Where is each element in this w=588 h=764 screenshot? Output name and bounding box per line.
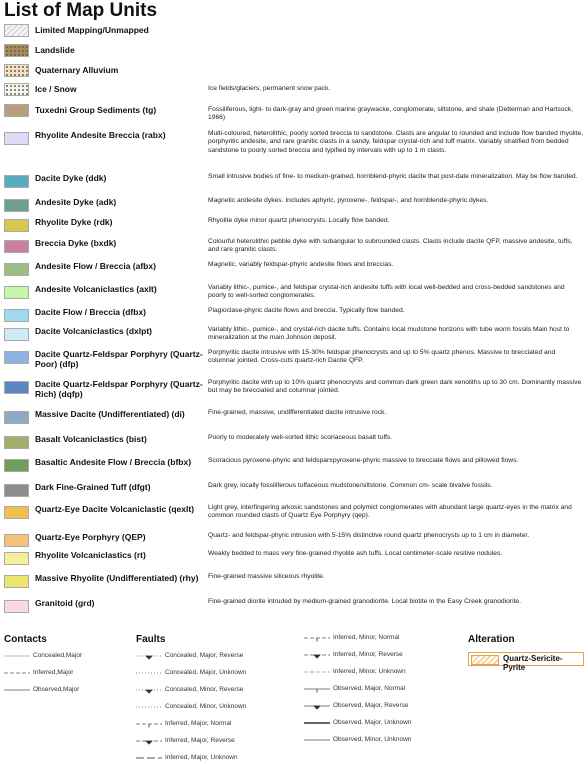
unit-swatch [4,104,29,117]
line-label: Inferred, Minor, Reverse [333,651,403,658]
line-label: Concealed, Minor, Reverse [165,686,244,693]
unit-description: Poorly to moderately well-sorted lithic scoriaceous basalt tuffs. [208,434,393,441]
legend-title: List of Map Units [4,0,158,21]
unit-swatch [4,286,29,299]
line-symbol-icon [304,651,330,659]
unit-name: Massive Rhyolite (Undifferentiated) (rhy) [35,573,199,583]
unit-swatch [4,309,29,322]
line-symbol-icon [136,737,162,745]
unit-description: Small intrusive bodies of fine- to medium-grained, hornblend-phyric dacite that post-date mineralization. May be flow banded. [208,173,578,180]
line-symbol-icon [4,669,30,677]
unit-name: Dacite Dyke (ddk) [35,173,107,183]
line-symbol-icon [304,634,330,642]
unit-swatch [4,83,29,96]
unit-name: Basaltic Andesite Flow / Breccia (bfbx) [35,457,192,467]
unit-name: Dacite Flow / Breccia (dfbx) [35,307,146,317]
line-label: Inferred,Major [33,669,74,676]
line-symbol-icon [304,719,330,727]
line-label: Concealed, Major, Unknown [165,669,247,676]
unit-name: Tuxedni Group Sediments (tg) [35,105,157,115]
unit-swatch [4,44,29,57]
unit-name: Andesite Dyke (adk) [35,197,117,207]
unit-description: Light grey, interfingering arkosic sandstones and polymict conglomerates with abundant large quartz-eyes in the matrix and common rounded clasts of Quartz Eye Porphyry (qep). [208,504,572,520]
line-label: Inferred, Minor, Unknown [333,668,406,675]
unit-swatch [4,436,29,449]
unit-description: Fine-grained diorite intruded by medium-grained granodiorite. Local biotite in the Easy Creek granodiorite. [208,598,521,605]
unit-description: Fine-grained massive siliceous rhyolite. [208,573,325,580]
line-label: Observed,Major [33,686,80,693]
unit-name: Massive Dacite (Undifferentiated) (di) [35,409,185,419]
unit-description: Magnetic andesite dykes. Includes aphyric, pyroxene-, feldspar-, and hornblende-phyric dykes. [208,197,489,204]
alteration-label: Quartz-Sericite-Pyrite [503,654,563,672]
unit-description: Magnetic, variably feldspar-phyric andesite flows and breccias. [208,261,394,268]
faults-title: Faults [136,634,166,645]
unit-description: Dark grey, locally fossiliferous tuffaceous mudstone/siltstone. Common cm- scale bivalve fossils. [208,482,493,489]
unit-name: Quaternary Alluvium [35,65,119,75]
line-symbol-icon [136,669,162,677]
line-symbol-icon [136,652,162,660]
line-symbol-icon [4,686,30,694]
unit-swatch [4,199,29,212]
unit-name: Quartz-Eye Dacite Volcaniclastic (qexlt) [35,504,195,514]
unit-description: Ice fields/glaciers, permanent snow pack. [208,85,331,92]
line-symbol-icon [304,685,330,693]
unit-name: Dark Fine-Grained Tuff (dfgt) [35,482,151,492]
unit-name: Limited Mapping/Unmapped [35,25,149,35]
unit-description: Weakly bedded to mass very fine-grained rhyolite ash tuffs. Local centimeter-scale resitive nodules. [208,550,503,557]
unit-description: Quartz- and feldspar-phyric intrusion with 5-15% distinctive round quartz phenocrysts up to 1 cm in diameter. [208,532,530,539]
unit-swatch [4,219,29,232]
line-symbol-icon [304,702,330,710]
unit-description: Variably lithic-, pumice-, and crystal-rich dacite tuffs. Contains local mudstone horizons with tube worm fossils Main host to mineralization at the main Johnson deposit. [208,326,570,342]
unit-name: Dacite Volcaniclastics (dxlpt) [35,326,152,336]
unit-description: Scoracious pyroxene-phyric and feldspar±pyroxene-phyric massive to brecciate flows and pillowed flows. [208,457,519,464]
unit-description: Multi-coloured, heterolithic, poorly sorted breccia to sandstone. Clasts are angular to rounded and include flow banded rhyolite, porphyritic andesite, and rare granitic clasts in a sandy, feldspar crystal-rich and tuff matrix. Variably stratified from bedded sandstone to poorly sorted breccia and typified by intervals with up to 1 m clasts. [208,130,584,154]
line-symbol-icon [4,652,30,660]
unit-name: Andesite Volcaniclastics (axlt) [35,284,157,294]
line-label: Observed, Minor, Unknown [333,736,412,743]
unit-name: Dacite Quartz-Feldspar Porphyry (Quartz-Poor) (dfp) [35,349,203,369]
unit-swatch [4,328,29,341]
line-label: Concealed, Major, Reverse [165,652,244,659]
unit-swatch [4,484,29,497]
unit-name: Basalt Volcaniclastics (bist) [35,434,147,444]
unit-description: Porphyritic dacite intrusive with 15-30% feldspar phenocrysts and up to 5% quartz phenos. Massive to brecciated and columnar jointed. Cross-cuts quartz-rich Dacite QFP. [208,349,556,365]
unit-name: Rhyolite Volcaniclastics (rt) [35,550,146,560]
line-symbol-icon [136,686,162,694]
line-label: Inferred, Major, Reverse [165,737,235,744]
unit-swatch [4,240,29,253]
alteration-item [468,652,584,672]
unit-swatch [4,263,29,276]
unit-swatch [4,381,29,394]
unit-name: Landslide [35,45,75,55]
unit-description: Porphyritic dacite with up to 10% quartz phenocrysts and common dark green dark xenoliths up to 30 cm. Dominantly massive but may be brecciated and columnar jointed. [208,379,582,395]
unit-name: Breccia Dyke (bxdk) [35,238,117,248]
line-label: Inferred, Minor, Normal [333,634,400,641]
unit-description: Plagioclase-phyric dacite flows and breccia. Typically flow banded. [208,307,405,314]
unit-swatch [4,575,29,588]
contacts-title: Contacts [4,634,47,645]
unit-swatch [4,411,29,424]
unit-swatch [4,534,29,547]
unit-name: Rhyolite Andesite Breccia (rabx) [35,130,166,140]
unit-swatch [4,132,29,145]
unit-description: Fine-grained, massive, undifferentiated dacite intrusive rock. [208,409,387,416]
unit-swatch [4,600,29,613]
line-label: Observed, Major, Normal [333,685,406,692]
unit-name: Rhyolite Dyke (rdk) [35,217,113,227]
unit-swatch [4,506,29,519]
unit-swatch [4,351,29,364]
line-symbol-icon [136,720,162,728]
unit-swatch [4,175,29,188]
unit-description: Colourful heterolithic pebble dyke with subangular to subrounded clasts. Clasts include dacite QFP, massive andesite, tuffs, and rare granitic clasts. [208,238,573,254]
line-label: Observed, Major, Reverse [333,702,409,709]
line-label: Observed, Major, Unknown [333,719,412,726]
unit-swatch [4,64,29,77]
line-symbol-icon [136,754,162,762]
unit-name: Granitoid (grd) [35,598,95,608]
unit-name: Andesite Flow / Breccia (afbx) [35,261,156,271]
unit-swatch [4,552,29,565]
line-label: Concealed, Minor, Unknown [165,703,247,710]
unit-description: Rhyolite dyke minor quartz phenocrysts. Locally flow banded. [208,217,390,224]
alteration-swatch [471,655,499,665]
unit-name: Dacite Quartz-Feldspar Porphyry (Quartz-Rich) (dqfp) [35,379,203,399]
unit-name: Ice / Snow [35,84,77,94]
unit-name: Quartz-Eye Porphyry (QEP) [35,532,146,542]
line-symbol-icon [304,668,330,676]
unit-swatch [4,24,29,37]
unit-swatch [4,459,29,472]
alteration-title: Alteration [468,634,515,645]
line-label: Concealed,Major [33,652,83,659]
line-symbol-icon [304,736,330,744]
unit-description: Fossiliferous, light- to dark-gray and green marine graywacke, conglomerate, siltstone, and shale (Detterman and Hartsock, 1966) [208,106,574,122]
line-label: Inferred, Major, Normal [165,720,232,727]
unit-description: Variably lithic-, pumice-, and feldspar crystal-rich andesite tuffs with local well-bedded and cross-bedded sandstones and poorly to well-sorted conglomerates. [208,284,565,300]
line-label: Inferred, Major, Unknown [165,754,238,761]
line-symbol-icon [136,703,162,711]
